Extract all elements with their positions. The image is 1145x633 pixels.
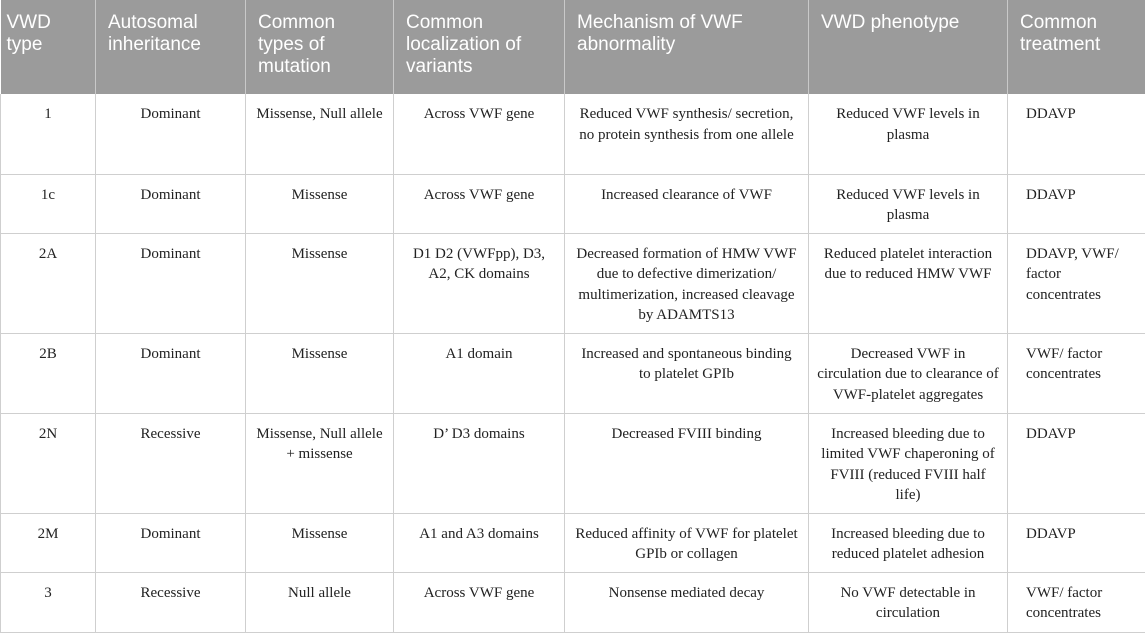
cell-phenotype: Reduced VWF levels in plasma — [809, 94, 1008, 174]
cell-mechanism: Reduced affinity of VWF for platelet GPIb or collagen — [565, 513, 809, 572]
cell-localization: A1 domain — [394, 333, 565, 413]
cell-localization: Across VWF gene — [394, 174, 565, 233]
cell-mechanism: Decreased FVIII binding — [565, 413, 809, 513]
cell-phenotype: No VWF detectable in circulation — [809, 572, 1008, 632]
table-row — [1, 413, 1145, 513]
cell-mutation: Missense, Null allele + missense — [246, 413, 394, 513]
cell-type: 2B — [1, 333, 96, 413]
table-row — [1, 174, 1145, 233]
header-row — [1, 0, 1145, 94]
cell-treatment: DDAVP — [1008, 413, 1145, 513]
header-mutation: Common types of mutation — [246, 0, 394, 94]
cell-type: 2N — [1, 413, 96, 513]
cell-inheritance: Recessive — [96, 413, 246, 513]
cell-inheritance: Dominant — [96, 513, 246, 572]
cell-mutation: Missense — [246, 233, 394, 333]
cell-phenotype: Reduced platelet interaction due to reduced HMW VWF — [809, 233, 1008, 333]
header-inheritance: Autosomal inheritance — [96, 0, 246, 94]
cell-inheritance: Dominant — [96, 233, 246, 333]
cell-treatment: DDAVP — [1008, 174, 1145, 233]
cell-type: 1 — [1, 94, 96, 174]
cell-phenotype: Reduced VWF levels in plasma — [809, 174, 1008, 233]
table-row — [1, 233, 1145, 333]
cell-localization: A1 and A3 domains — [394, 513, 565, 572]
cell-type: 2M — [1, 513, 96, 572]
table-row — [1, 513, 1145, 572]
cell-localization: D1 D2 (VWFpp), D3, A2, CK domains — [394, 233, 565, 333]
cell-treatment: VWF/ factor concentrates — [1008, 333, 1145, 413]
cell-treatment: DDAVP — [1008, 513, 1145, 572]
cell-mutation: Missense — [246, 174, 394, 233]
cell-inheritance: Dominant — [96, 94, 246, 174]
header-phenotype: VWD phenotype — [809, 0, 1008, 94]
header-localization: Common localization of variants — [394, 0, 565, 94]
cell-inheritance: Recessive — [96, 572, 246, 632]
cell-localization: Across VWF gene — [394, 94, 565, 174]
header-vwd-type: VWD type — [1, 0, 96, 94]
table-row — [1, 94, 1145, 174]
cell-phenotype: Increased bleeding due to limited VWF chaperoning of FVIII (reduced FVIII half life) — [809, 413, 1008, 513]
cell-mutation: Missense — [246, 513, 394, 572]
cell-treatment: VWF/ factor concentrates — [1008, 572, 1145, 632]
header-treatment: Common treatment — [1008, 0, 1145, 94]
cell-mutation: Missense — [246, 333, 394, 413]
cell-mutation: Null allele — [246, 572, 394, 632]
cell-type: 1c — [1, 174, 96, 233]
cell-type: 3 — [1, 572, 96, 632]
cell-inheritance: Dominant — [96, 333, 246, 413]
header-mechanism: Mechanism of VWF abnormality — [565, 0, 809, 94]
cell-localization: Across VWF gene — [394, 572, 565, 632]
cell-phenotype: Increased bleeding due to reduced platelet adhesion — [809, 513, 1008, 572]
cell-phenotype: Decreased VWF in circulation due to clearance of VWF-platelet aggregates — [809, 333, 1008, 413]
cell-mutation: Missense, Null allele — [246, 94, 394, 174]
cell-mechanism: Increased and spontaneous binding to platelet GPIb — [565, 333, 809, 413]
cell-mechanism: Decreased formation of HMW VWF due to defective dimerization/ multimerization, increased cleavage by ADAMTS13 — [565, 233, 809, 333]
cell-mechanism: Nonsense mediated decay — [565, 572, 809, 632]
table-row — [1, 333, 1145, 413]
cell-mechanism: Increased clearance of VWF — [565, 174, 809, 233]
table-row — [1, 572, 1145, 632]
cell-localization: D’ D3 domains — [394, 413, 565, 513]
cell-treatment: DDAVP, VWF/ factor concentrates — [1008, 233, 1145, 333]
cell-type: 2A — [1, 233, 96, 333]
cell-mechanism: Reduced VWF synthesis/ secretion, no protein synthesis from one allele — [565, 94, 809, 174]
cell-inheritance: Dominant — [96, 174, 246, 233]
cell-treatment: DDAVP — [1008, 94, 1145, 174]
